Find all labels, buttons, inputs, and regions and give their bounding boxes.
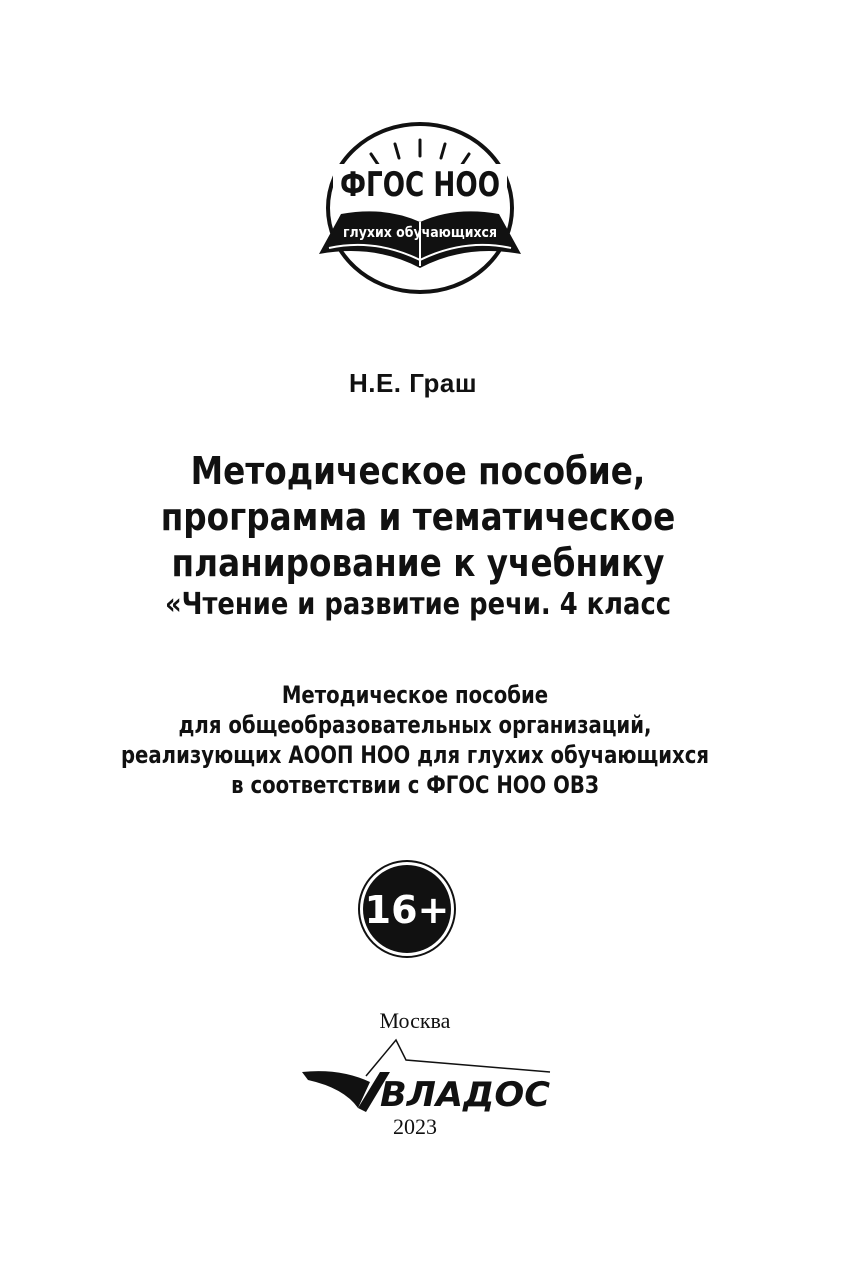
description-line: реализующих АООП НОО для глухих обучающихся (120, 741, 710, 769)
open-book-icon (305, 118, 535, 300)
author-name: Н.Е. Граш (348, 368, 478, 398)
title-line: Методическое пособие, (190, 449, 646, 493)
book-subtitle: «Чтение и развитие речи. 4 класс (164, 587, 672, 622)
description-line: в соответствии с ФГОС НОО ОВЗ (231, 771, 599, 799)
emblem-title: ФГОС НОО (340, 165, 500, 205)
book-description (0, 680, 830, 800)
title-line: планирование к учебнику (171, 541, 665, 585)
publication-year: 2023 (393, 1114, 437, 1139)
description-line: для общеобразовательных организаций, (178, 711, 652, 739)
description-line: Методическое пособие (281, 681, 549, 709)
publication-city: Москва (379, 1008, 451, 1033)
publisher-logo (300, 1036, 556, 1116)
fgos-noo-emblem (305, 118, 535, 300)
emblem-subtitle: глухих обучающихся (343, 225, 497, 241)
title-line: программа и тематическое (160, 495, 676, 539)
age-rating-badge (357, 859, 457, 959)
book-title (0, 448, 836, 624)
age-rating-text: 16+ (364, 888, 450, 932)
publisher-name: ВЛАДОС (380, 1075, 551, 1115)
